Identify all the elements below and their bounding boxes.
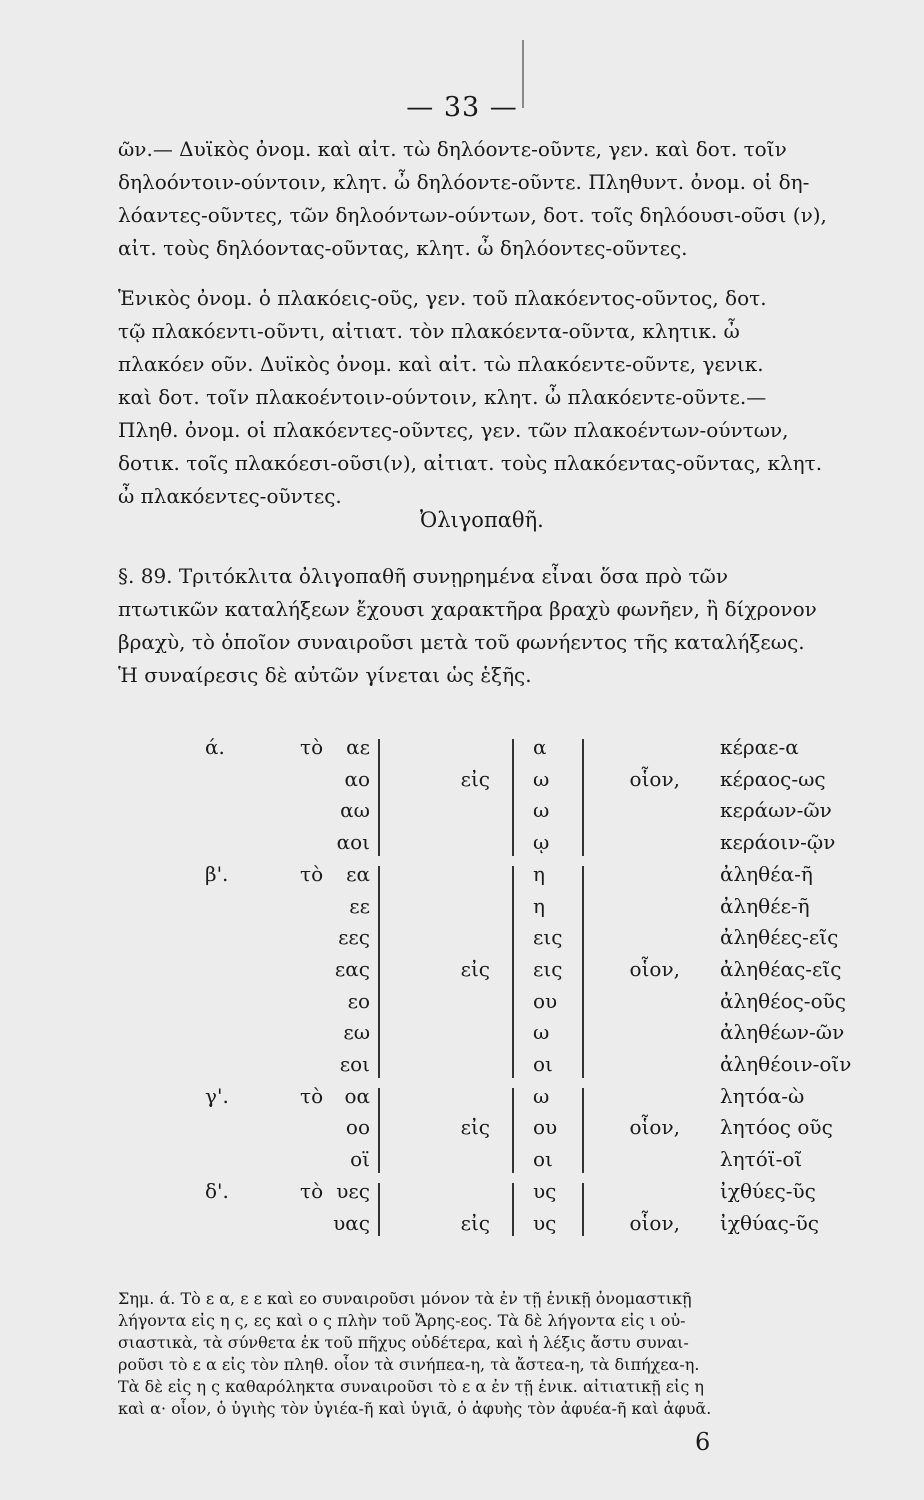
example-form: λητόος οῦς [720,1115,833,1140]
contracted-vowel: ου [533,988,558,1013]
note-line: Σημ. ά. Τὸ ε α, ε ε καὶ εο συναιροῦσι μόνον τὰ ἐν τῇ ἑνικῇ ὀνομαστικῇ [118,1289,692,1308]
vowel-pair: αο [344,766,370,791]
vowel-pair: εας [334,956,370,981]
into-word: εἰς [460,956,490,981]
group-number: ά. [205,735,225,759]
example-word: οἷον, [629,1115,680,1140]
group-number: β'. [205,861,229,886]
example-word: οἷον, [629,766,680,791]
text-line: Πληθ. ὀνομ. οἱ πλακόεντες-οῦντες, γεν. τῶν πλακοέντων-ούντων, [118,418,789,442]
paragraph-section-89 [118,560,870,692]
group-brace [378,1088,380,1173]
section-heading: Ὀλιγοπαθῆ. [420,508,544,532]
article-label: τὸ [300,1083,324,1108]
group-brace [512,739,514,856]
group-brace [582,1088,584,1173]
contracted-vowel: η [533,861,545,886]
contracted-vowel: α [533,735,547,759]
contracted-vowel: ω [533,1083,550,1108]
text-line: τῷ πλακόεντι-οῦντι, αἰτιατ. τὸν πλακόεντα-οῦντα, κλητικ. ὦ [118,319,740,343]
page-number: — 33 — [406,92,518,123]
contracted-vowel: οι [533,1052,553,1076]
text-line: λόαντες-οῦντες, τῶν δηλοόντων-ούντων, δοτ. τοῖς δηλόουσι-οῦσι (ν), [118,203,827,227]
text-line: πλακόεν οῦν. Δυϊκὸς ὀνομ. καὶ αἰτ. τὼ πλακόεντε-οῦντε, γενικ. [118,352,764,376]
vowel-pair: οο [345,1115,370,1140]
text-line: Ἑνικὸς ὀνομ. ὁ πλακόεις-οῦς, γεν. τοῦ πλακόεντος-οῦντος, δοτ. [118,286,767,310]
note-line: Τὰ δὲ εἰς η ς καθαρόληκτα συναιροῦσι τὸ ε α ἐν τῇ ἑνικ. αἰτιατικῇ εἰς η [118,1377,704,1396]
contracted-vowel: ω [533,1020,550,1045]
example-form: ἀληθέα-ῆ [720,861,813,886]
note-line: ροῦσι τὸ ε α εἰς τὸν πληθ. οἷον τὰ σινήπεα-η, τὰ ἄστεα-η, τὰ διπήχεα-η. [118,1355,700,1374]
article-label: τὸ [300,861,324,886]
printer-signature-mark: 6 [695,1428,711,1456]
example-word: οἷον, [629,1210,680,1235]
example-form: ἀληθέος-οῦς [720,988,846,1013]
example-form: ἰχθύας-ῦς [720,1210,819,1235]
paragraph-dual-plural [118,133,870,265]
vowel-pair: οϊ [350,1147,370,1172]
example-word: οἷον, [629,956,680,981]
contracted-vowel: ου [533,1115,558,1140]
text-line: ὦ πλακόεντες-οῦντες. [118,484,342,508]
group-number: δ'. [205,1178,229,1203]
text-line: πτωτικῶν καταλήξεων ἔχουσι χαρακτῆρα βραχὺ φωνῆεν, ἢ δίχρονον [118,597,817,621]
group-brace [378,866,380,1078]
example-form: ἀληθέας-εῖς [720,956,842,981]
text-line: δοτικ. τοῖς πλακόεσι-οῦσι(ν), αἰτιατ. τοὺς πλακόεντας-οῦντας, κλητ. [118,451,823,475]
example-form: ἀληθέε-ῆ [720,893,810,918]
group-brace [378,739,380,856]
vowel-pair: εες [338,925,370,950]
vowel-pair: αω [340,798,370,823]
example-form: ἀληθέοιν-οῖν [720,1052,852,1076]
footnote [118,1288,870,1420]
contracted-vowel: ῳ [533,830,550,855]
vowel-pair: οα [344,1083,370,1108]
contracted-vowel: εις [533,956,563,981]
vowel-pair: εα [346,861,370,886]
contracted-vowel: ω [533,798,550,823]
example-form: κεράων-ῶν [720,798,832,823]
text-line: καὶ δοτ. τοῖν πλακοέντοιν-ούντοιν, κλητ. ὦ πλακόεντε-οῦντε.— [118,385,767,409]
text-line: ῶν.— Δυϊκὸς ὀνομ. καὶ αἰτ. τὼ δηλόοντε-οῦντε, γεν. καὶ δοτ. τοῖν [118,137,787,161]
group-brace [512,866,514,1078]
group-brace [512,1088,514,1173]
vowel-pair: αοι [336,830,370,855]
group-brace [582,1183,584,1236]
example-form: ἀληθέες-εῖς [720,925,839,950]
example-form: ἰχθύες-ῦς [720,1178,816,1203]
article-label: τὸ [300,735,324,759]
example-form: λητόα-ὼ [720,1083,805,1108]
example-form: κέραε-α [720,735,799,759]
text-line: §. 89. Τριτόκλιτα ὀλιγοπαθῆ συνῃρημένα εἶναι ὅσα πρὸ τῶν [118,564,728,588]
text-line: δηλοόντοιν-ούντοιν, κλητ. ὦ δηλόοντε-οῦντε. Πληθυντ. ὀνομ. οἱ δη- [118,170,810,194]
contracted-vowel: υς [533,1178,557,1203]
into-word: εἰς [460,766,490,791]
article-label: τὸ [300,1178,324,1203]
contracted-vowel: οι [533,1147,553,1172]
group-number: γ'. [205,1083,229,1108]
group-brace [378,1183,380,1236]
vowel-pair: εω [343,1020,370,1045]
example-form: κεράοιν-ῷν [720,830,836,855]
vowel-pair: εοι [339,1052,370,1076]
vowel-pair: υας [333,1210,370,1235]
vowel-pair: αε [346,735,370,759]
text-line: Ἡ συναίρεσις δὲ αὐτῶν γίνεται ὡς ἑξῆς. [118,663,532,687]
contracted-vowel: η [533,893,545,918]
group-brace [512,1183,514,1236]
example-form: ἀληθέων-ῶν [720,1020,845,1045]
into-word: εἰς [460,1115,490,1140]
paragraph-plakoeis [118,282,870,513]
note-line: λήγοντα εἰς η ς, ες καὶ ο ς πλὴν τοῦ Ἄρης-εος. Τὰ δὲ λήγοντα εἰς ι οὐ- [118,1311,686,1330]
note-line: σιαστικὰ, τὰ σύνθετα ἐκ τοῦ πῆχυς οὐδέτερα, καὶ ἡ λέξις ἄστυ συναι- [118,1333,689,1352]
vowel-pair: εο [347,988,370,1013]
vowel-pair: εε [349,893,370,918]
note-line: καὶ α· οἷον, ὁ ὑγιὴς τὸν ὑγιέα-ῆ καὶ ὑγιᾶ, ὁ ἀφυὴς τὸν ἀφυέα-ῆ καὶ ἀφυᾶ. [118,1399,712,1418]
example-form: λητόϊ-οῖ [720,1147,803,1172]
example-form: κέραος-ως [720,766,826,791]
contracted-vowel: ω [533,766,550,791]
vowel-pair: υες [336,1178,370,1203]
group-brace [582,739,584,856]
contracted-vowel: εις [533,925,563,950]
contracted-vowel: υς [533,1210,557,1235]
text-line: αἰτ. τοὺς δηλόοντας-οῦντας, κλητ. ὦ δηλόοντες-οῦντες. [118,236,688,260]
text-line: βραχὺ, τὸ ὁποῖον συναιροῦσι μετὰ τοῦ φωνήεντος τῆς καταλήξεως. [118,630,805,654]
into-word: εἰς [460,1210,490,1235]
group-brace [582,866,584,1078]
